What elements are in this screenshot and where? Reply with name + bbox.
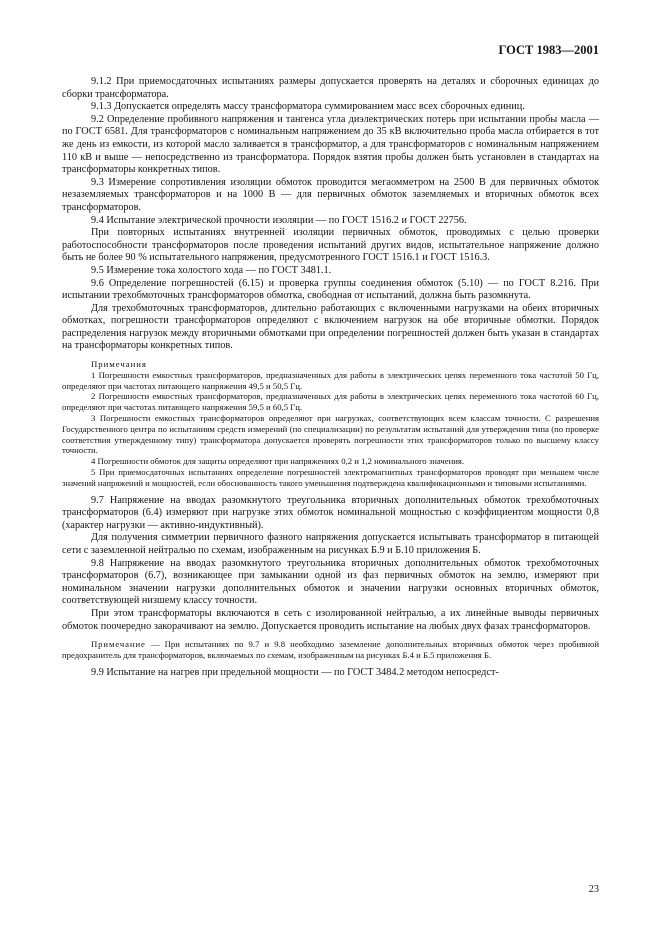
paragraph: 9.2 Определение пробивного напряжения и тангенса угла диэлектрических потерь при испытании пробы масла — по ГОСТ 6581. Для трансформаторов с номинальным напряжением до 35 кВ включительно проба масла отбирается в тот же день из емкости, из которой масло заливается в трансформатор, а для трансформаторов с номинальным напряжением 110 кВ и выше — непосредственно из трансформатора. Порядок взятия пробы должен быть установлен в стандартах на трансформаторы конкретных типов. xyxy=(62,113,599,176)
note-block xyxy=(62,639,599,661)
note-item: 1 Погрешности емкостных трансформаторов, предназначенных для работы в электрических цепях переменного тока частотой 50 Гц, определяют при частотах питающего напряжения 49,5 и 50,5 Гц. xyxy=(62,369,599,391)
paragraph: 9.3 Измерение сопротивления изоляции обмоток проводится мегаомметром на 2500 В для первичных обмоток незаземляемых трансформаторов и на 1000 В — для первичных обмоток заземляемых и вторичных обмоток всех трансформаторов. xyxy=(62,176,599,213)
paragraph: 9.9 Испытание на нагрев при предельной мощности — по ГОСТ 3484.2 методом непосредст- xyxy=(91,666,499,678)
page-number: 23 xyxy=(588,884,599,895)
note-item: 5 При приемосдаточных испытаниях определение погрешностей электромагнитных трансформаторов проводят при меньшем числе значений напряжений и мощностей, если обоснованность такого уменьшения подтверждена квалификационными и типовыми испытаниями. xyxy=(62,467,599,488)
paragraph: Для трехобмоточных трансформаторов, длительно работающих с включенными нагрузками на обеих вторичных обмотках, погрешности трансформаторов определяют с включением нагрузок на обе вторичные обмотки. Порядок распределения нагрузок между вторичными обмотками при определении погрешностей должен быть указан в стандартах на трансформаторы конкретных типов. xyxy=(62,302,599,352)
paragraph: 9.5 Измерение тока холостого хода — по ГОСТ 3481.1. xyxy=(91,264,332,276)
note-heading: Примечание xyxy=(91,639,146,650)
paragraph: При повторных испытаниях внутренней изоляции первичных обмоток, проводимых с целью проверки работоспособности трансформаторов после проведения испытаний других видов, испытательное напряжение должно быть не более 90 % испытательного напряжения, предусмотренного ГОСТ 1516.1 и ГОСТ 1516.3. xyxy=(62,227,599,264)
paragraph: 9.1.3 Допускается определять массу трансформатора суммированием масс всех сборочных единиц. xyxy=(91,101,525,113)
paragraph: Для получения симметрии первичного фазного напряжения допускается испытывать трансформатор в питающей сети с заземленной нейтралью по схемам, изображенным на рисунках Б.9 и Б.10 приложения Б. xyxy=(62,532,599,556)
note-text xyxy=(62,639,599,661)
note-body: — При испытаниях по 9.7 и 9.8 необходимо заземление дополнительных вторичных обмоток через пробивной предохранитель для трансформаторов, включаемых по схемам, изображенным на рисунках Б.4 и Б.5 приложения Б. xyxy=(62,639,599,660)
note-item: 2 Погрешности емкостных трансформаторов, предназначенных для работы в электрических цепях переменного тока частотой 60 Гц, определяют при частотах питающего напряжения 59,5 и 60,5 Гц. xyxy=(62,391,599,413)
paragraph: 9.7 Напряжение на вводах разомкнутого треугольника вторичных дополнительных обмоток трехобмоточных трансформаторов (6.4) измеряют при нагрузке этих обмоток номинальной мощностью с коэффициентом мощности 0,8 (характер нагрузки — активно-индуктивный). xyxy=(62,494,599,531)
notes-heading: Примечания xyxy=(91,359,147,370)
paragraph: 9.1.2 При приемосдаточных испытаниях размеры допускается проверять на деталях и сборочных единицах до сборки трансформатора. xyxy=(62,76,599,100)
document-header: ГОСТ 1983—2001 xyxy=(498,43,599,57)
paragraph: 9.4 Испытание электрической прочности изоляции — по ГОСТ 1516.2 и ГОСТ 22756. xyxy=(91,214,467,226)
paragraph: 9.8 Напряжение на вводах разомкнутого треугольника вторичных дополнительных обмоток трехобмоточных трансформаторов (6.7), возникающее при замыкании одной из фаз первичных обмоток на землю, измеряют при номинальном значении нагрузки дополнительных обмоток и значении нагрузки основных вторичных обмоток, соответствующей низшему классу точности. xyxy=(62,557,599,607)
note-item: 4 Погрешности обмоток для защиты определяют при напряжениях 0,2 и 1,2 номинального значения. xyxy=(91,456,465,467)
document-body xyxy=(62,76,599,679)
note-item: 3 Погрешности емкостных трансформаторов определяют при нагрузках, соответствующих всем классам точности. С разрешения Государственного центра по испытаниям средств измерений (по специализации) по результатам испытаний для утверждения типа (по проверке соответствия утвержденному типу) трансформатора допускается проверять погрешности этих трансформаторов только по высшему классу точности. xyxy=(62,413,599,456)
paragraph: При этом трансформаторы включаются в сеть с изолированной нейтралью, а их линейные выводы первичных обмоток поочередно закорачивают на землю. Допускается проводить испытание на любых двух фазах трансформаторов. xyxy=(62,607,599,632)
paragraph: 9.6 Определение погрешностей (6.15) и проверка группы соединения обмоток (5.10) — по ГОСТ 8.216. При испытании трехобмоточных трансформаторов обмотка, свободная от испытаний, должна быть разомкнута. xyxy=(62,277,599,302)
notes-block xyxy=(62,359,599,489)
